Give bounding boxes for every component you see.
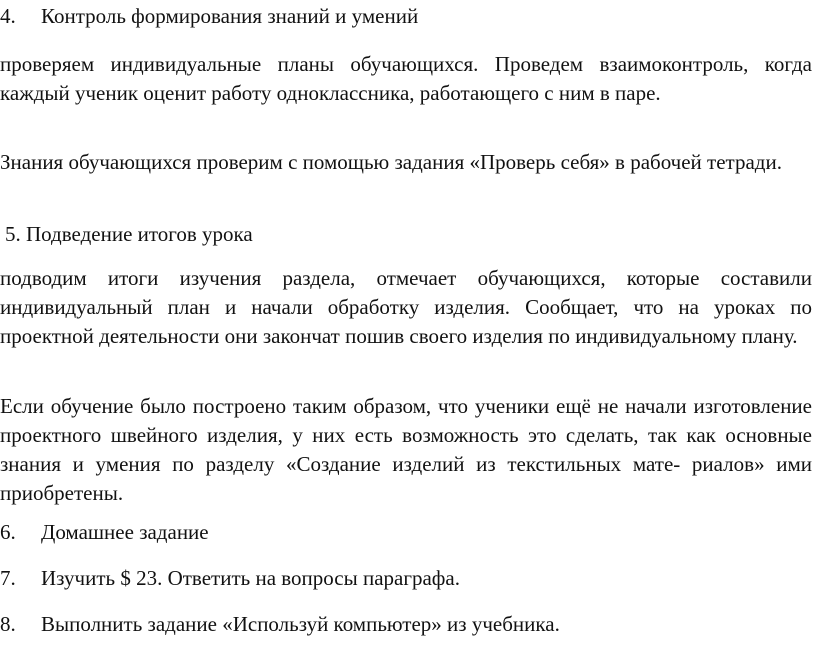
list-item-computer-task — [0, 610, 812, 639]
list-number: 7. — [0, 566, 16, 590]
section-title: Подведение итогов урока — [26, 222, 253, 246]
list-item-study — [0, 564, 812, 593]
paragraph-summary: подводим итоги изучения раздела, отмечает обучающихся, которые составили индивидуальный план и начали обработку изделия. Сообщает, что на уроках по проектной деятельности они закончат пошив своего изделия по индивидуальному плану. — [0, 266, 812, 348]
paragraph-plans-check: проверяем индивидуальные планы обучающихся. Проведем взаимоконтроль, когда каждый ученик оценит работу одноклассника, работающего с ним в паре. — [0, 52, 812, 105]
list-text: Выполнить задание «Используй компьютер» из учебника. — [41, 612, 560, 636]
section-heading-control — [0, 2, 812, 31]
list-text: Домашнее задание — [41, 520, 209, 544]
list-number: 6. — [0, 520, 16, 544]
paragraph-knowledge-check: Знания обучающихся проверим с помощью задания «Проверь себя» в рабочей тетради. — [0, 150, 782, 174]
paragraph-production: Если обучение было построено таким образом, что ученики ещё не начали изготовление проектного швейного изделия, у них есть возможность это сделать, так как основные знания и умения по разделу «Создание изделий из текстильных мате- риалов» ими приобретены. — [0, 394, 812, 505]
list-item-homework — [0, 518, 812, 547]
section-number: 5. — [5, 222, 21, 246]
section-number: 4. — [0, 4, 16, 28]
section-title: Контроль формирования знаний и умений — [41, 4, 419, 28]
section-heading-summary — [0, 220, 812, 249]
list-number: 8. — [0, 612, 16, 636]
list-text: Изучить $ 23. Ответить на вопросы параграфа. — [41, 566, 460, 590]
